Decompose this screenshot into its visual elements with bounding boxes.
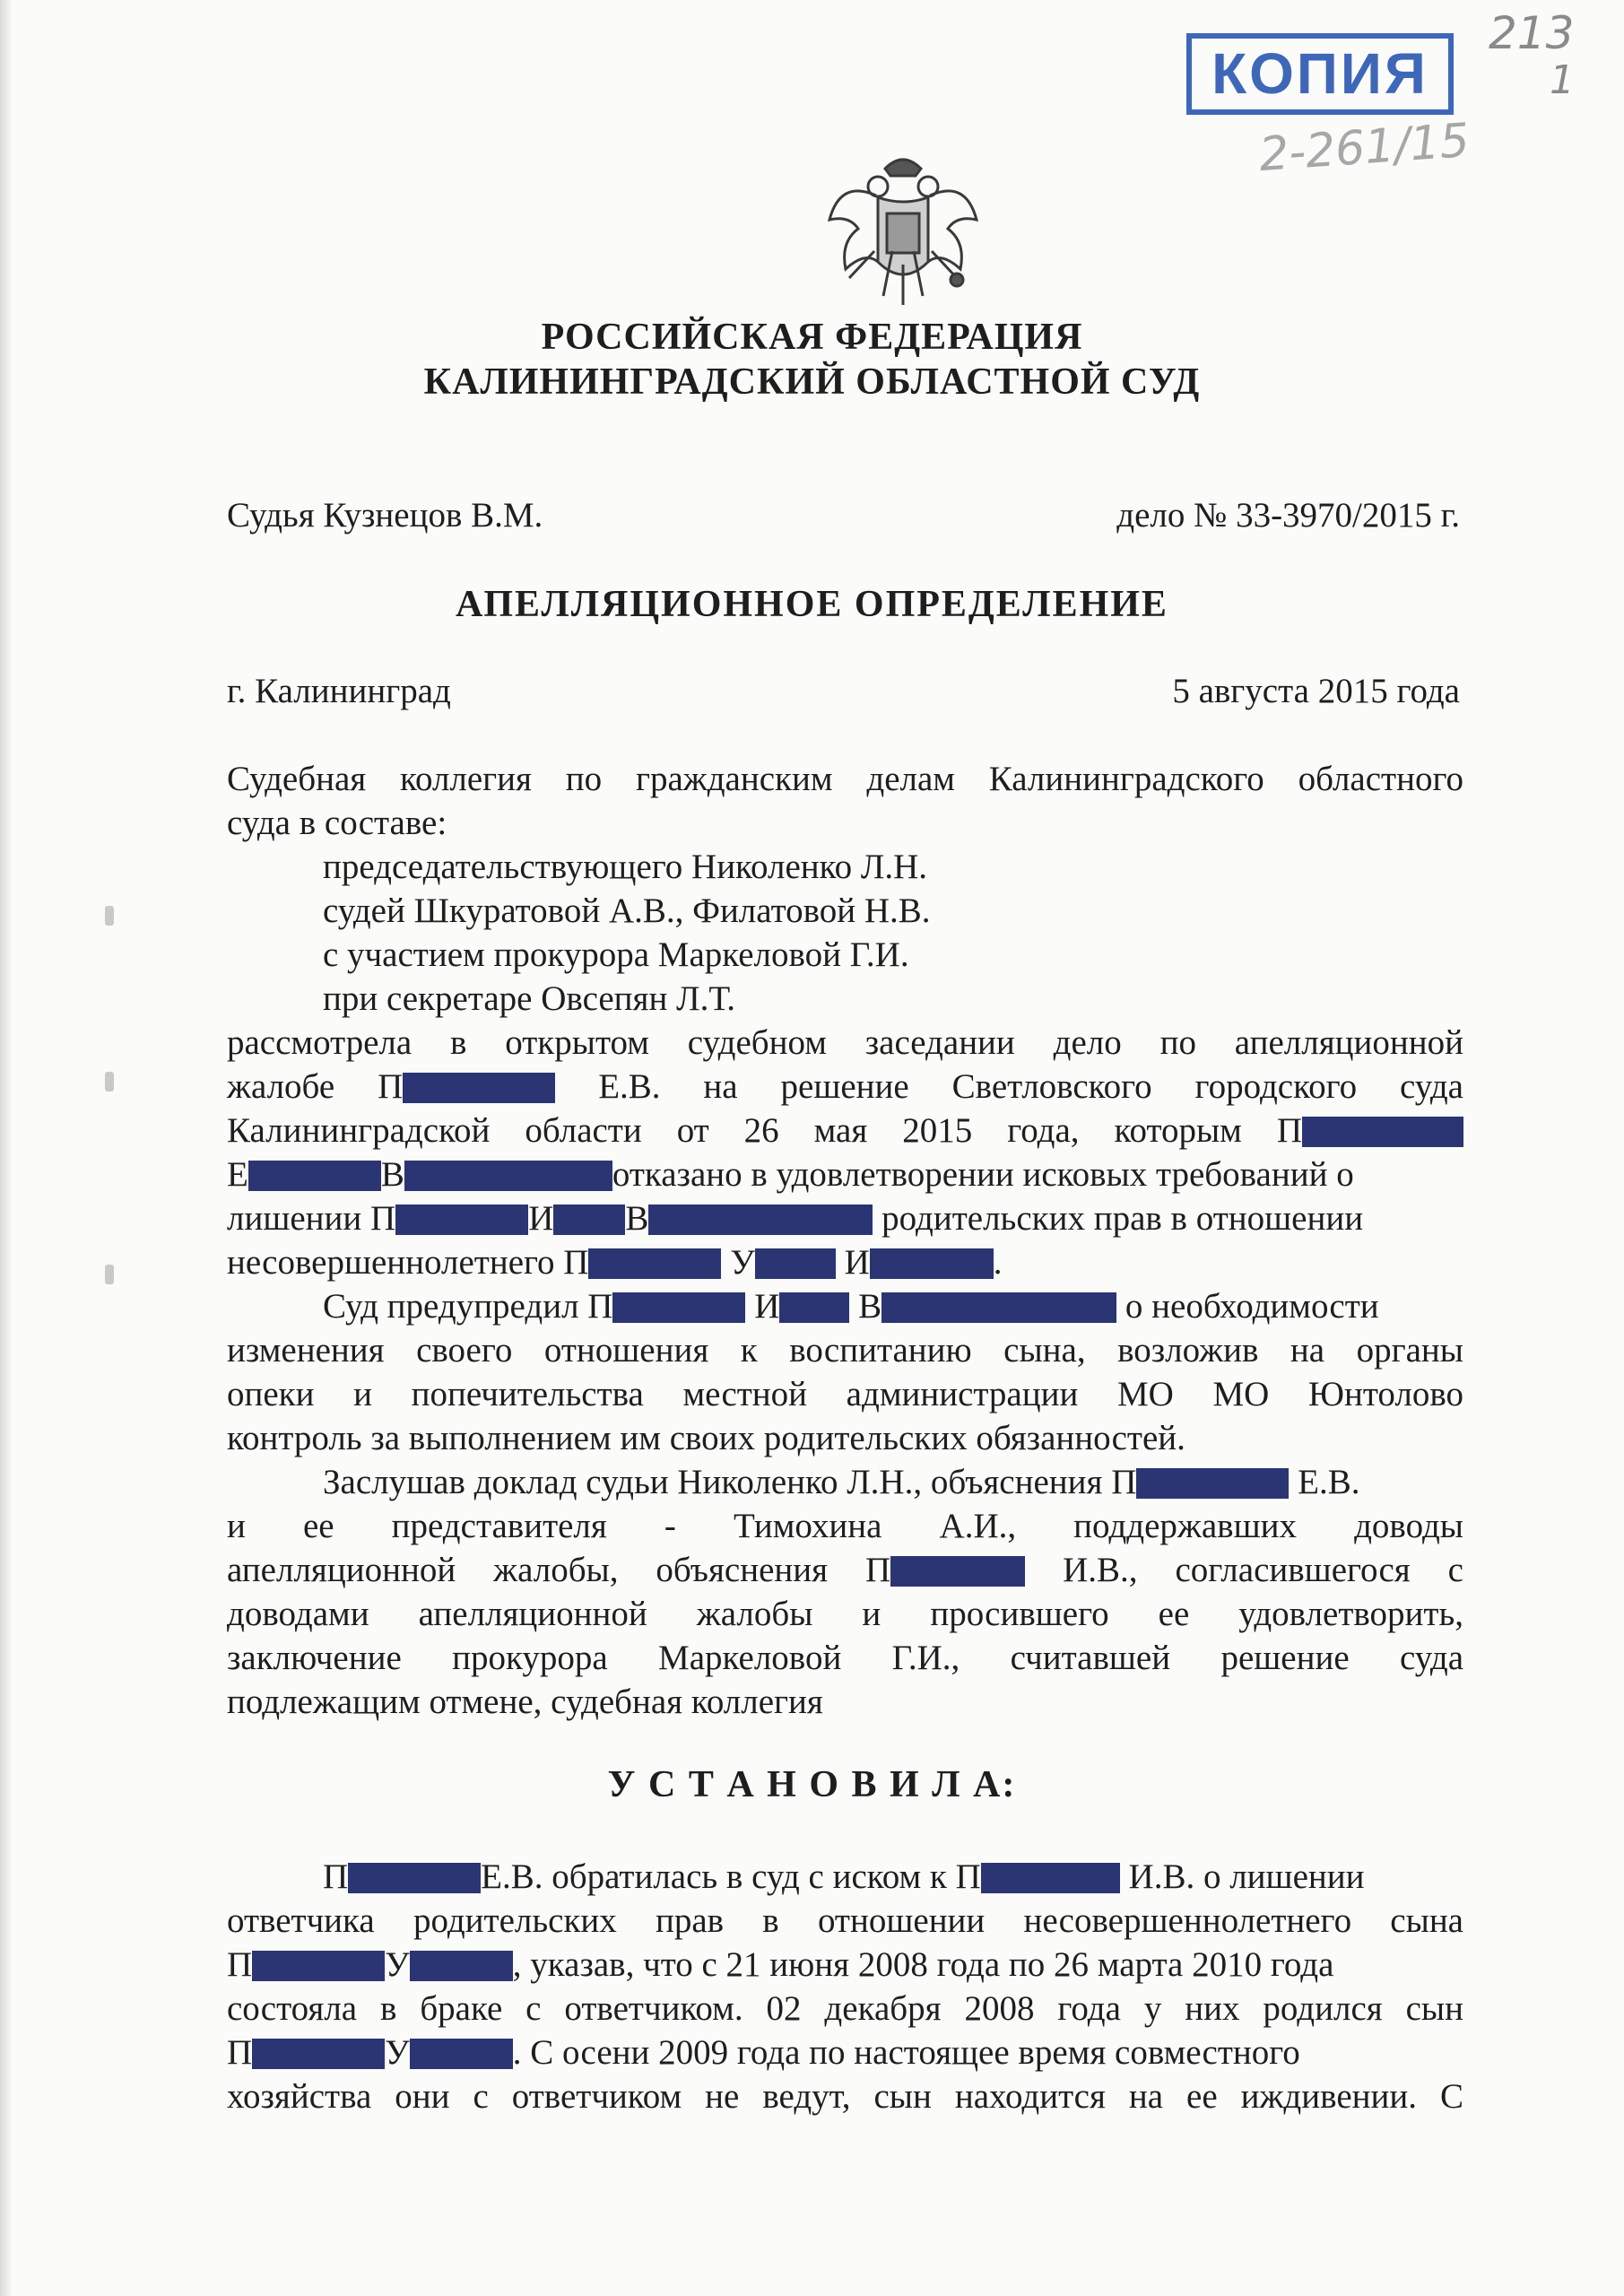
text-line: доводами апелляционной жалобы и просившего ее удовлетворить, xyxy=(227,1595,1463,1633)
text-line xyxy=(227,1550,1463,1590)
redaction-block xyxy=(1136,1468,1289,1499)
redaction-block xyxy=(612,1292,745,1323)
text-line: хозяйства они с ответчиком не ведут, сын находится на ее иждивении. С xyxy=(227,2077,1463,2116)
text-fragment: В xyxy=(858,1287,882,1326)
text-line: Судебная коллегия по гражданским делам Калининградского областного xyxy=(227,760,1463,798)
redaction-block xyxy=(395,1205,528,1235)
handwritten-sheet-number: 1 xyxy=(1550,57,1575,103)
text-fragment: родительских прав в отношении xyxy=(881,1199,1364,1238)
text-line xyxy=(323,1857,1463,1897)
judge-name: Судья Кузнецов В.М. xyxy=(227,496,543,535)
header-country: РОССИЙСКАЯ ФЕДЕРАЦИЯ xyxy=(541,317,1083,358)
text-fragment: Заслушав доклад судьи Николенко Л.Н., объяснения П xyxy=(323,1463,1137,1501)
redaction-block xyxy=(553,1205,625,1235)
text-fragment: И xyxy=(528,1199,554,1238)
text-line: и ее представителя - Тимохина А.И., поддержавших доводы xyxy=(227,1507,1463,1545)
text-fragment: апелляционной жалобы, объяснения П xyxy=(227,1551,891,1589)
text-line xyxy=(227,1066,1463,1107)
redaction-block xyxy=(248,1161,381,1191)
redaction-block xyxy=(588,1248,721,1279)
text-fragment: Калининградской области от 26 мая 2015 года, которым П xyxy=(227,1111,1302,1150)
text-fragment: Е.В. на решение Светловского городского суда xyxy=(598,1067,1463,1106)
binding-hole-mark xyxy=(105,1072,114,1091)
text-fragment: несовершеннолетнего П xyxy=(227,1243,589,1282)
handwritten-case-ref: 2-261/15 xyxy=(1257,113,1472,183)
text-fragment: жалобе П xyxy=(227,1067,404,1106)
decision-date: 5 августа 2015 года xyxy=(1172,672,1460,710)
redaction-block xyxy=(981,1863,1120,1893)
text-fragment: В xyxy=(625,1199,649,1238)
redaction-block xyxy=(1302,1117,1463,1147)
text-fragment: П xyxy=(227,1945,253,1984)
copy-stamp: КОПИЯ xyxy=(1186,33,1454,115)
city: г. Калининград xyxy=(227,672,451,710)
text-fragment: лишении П xyxy=(227,1199,396,1238)
redaction-block xyxy=(348,1863,481,1893)
binding-hole-mark xyxy=(105,1265,114,1284)
case-number: дело № 33-3970/2015 г. xyxy=(1116,496,1460,535)
text-line: рассмотрела в открытом судебном заседании дело по апелляционной xyxy=(227,1023,1463,1062)
text-line: заключение прокурора Маркеловой Г.И., считавшей решение суда xyxy=(227,1639,1463,1677)
text-fragment: И xyxy=(844,1243,870,1282)
text-line xyxy=(227,1198,1463,1239)
text-line xyxy=(227,1110,1463,1151)
text-line: суда в составе: xyxy=(227,804,447,842)
text-fragment: У xyxy=(385,1945,410,1984)
text-fragment: о необходимости xyxy=(1125,1287,1379,1326)
text-line: изменения своего отношения к воспитанию сына, возложив на органы xyxy=(227,1331,1463,1370)
text-fragment: П xyxy=(323,1857,349,1896)
redaction-block xyxy=(410,1951,513,1981)
redaction-block xyxy=(648,1205,873,1235)
document-title: АПЕЛЛЯЦИОННОЕ ОПРЕДЕЛЕНИЕ xyxy=(456,584,1168,625)
text-fragment: Е.В. обратилась в суд с иском к П xyxy=(481,1857,981,1896)
text-fragment: И.В., согласившегося с xyxy=(1063,1551,1463,1589)
text-fragment: Е xyxy=(227,1155,248,1194)
text-line: председательствующего Николенко Л.Н. xyxy=(323,848,927,886)
redaction-block xyxy=(890,1556,1025,1587)
text-line: ответчика родительских прав в отношении несовершеннолетнего сына xyxy=(227,1901,1463,1940)
text-line xyxy=(227,1242,1463,1283)
redaction-block xyxy=(404,1161,612,1191)
redaction-block xyxy=(403,1073,555,1103)
text-fragment: И xyxy=(754,1287,780,1326)
text-line: опеки и попечительства местной администрации МО МО Юнтолово xyxy=(227,1375,1463,1413)
redaction-block xyxy=(755,1248,836,1279)
text-fragment: , указав, что с 21 июня 2008 года по 26 марта 2010 года xyxy=(512,1945,1334,1984)
handwritten-page-number: 213 xyxy=(1489,7,1575,59)
text-line: судей Шкуратовой А.В., Филатовой Н.В. xyxy=(323,891,931,930)
russian-coat-of-arms-icon xyxy=(822,144,984,314)
text-fragment: . С осени 2009 года по настоящее время совместного xyxy=(512,2033,1300,2072)
text-fragment: Суд предупредил П xyxy=(323,1287,613,1326)
redaction-block xyxy=(870,1248,994,1279)
redaction-block xyxy=(779,1292,849,1323)
text-line: при секретаре Овсепян Л.Т. xyxy=(323,979,735,1018)
text-fragment: . xyxy=(993,1243,1003,1282)
text-line xyxy=(323,1462,1463,1502)
text-line: подлежащим отмене, судебная коллегия xyxy=(227,1683,823,1721)
text-line xyxy=(227,2032,1463,2073)
text-line: с участием прокурора Маркеловой Г.И. xyxy=(323,935,909,974)
text-fragment: отказано в удовлетворении исковых требований о xyxy=(612,1155,1354,1194)
text-fragment: У xyxy=(730,1243,755,1282)
text-fragment: П xyxy=(227,2033,253,2072)
text-fragment: И.В. о лишении xyxy=(1128,1857,1365,1896)
text-line xyxy=(227,1154,1463,1195)
section-title: У С Т А Н О В И Л А: xyxy=(607,1764,1017,1805)
redaction-block xyxy=(252,1951,385,1981)
header-court: КАЛИНИНГРАДСКИЙ ОБЛАСТНОЙ СУД xyxy=(423,361,1201,403)
redaction-block xyxy=(252,2039,385,2069)
binding-hole-mark xyxy=(105,906,114,926)
text-line: состояла в браке с ответчиком. 02 декабря 2008 года у них родился сын xyxy=(227,1989,1463,2028)
redaction-block xyxy=(881,1292,1116,1323)
text-fragment: В xyxy=(380,1155,404,1194)
text-line xyxy=(323,1286,1463,1326)
redaction-block xyxy=(410,2039,513,2069)
text-fragment: У xyxy=(385,2033,410,2072)
text-line: контроль за выполнением им своих родительских обязанностей. xyxy=(227,1419,1185,1457)
text-line xyxy=(227,1944,1463,1985)
text-fragment: Е.В. xyxy=(1298,1463,1360,1501)
